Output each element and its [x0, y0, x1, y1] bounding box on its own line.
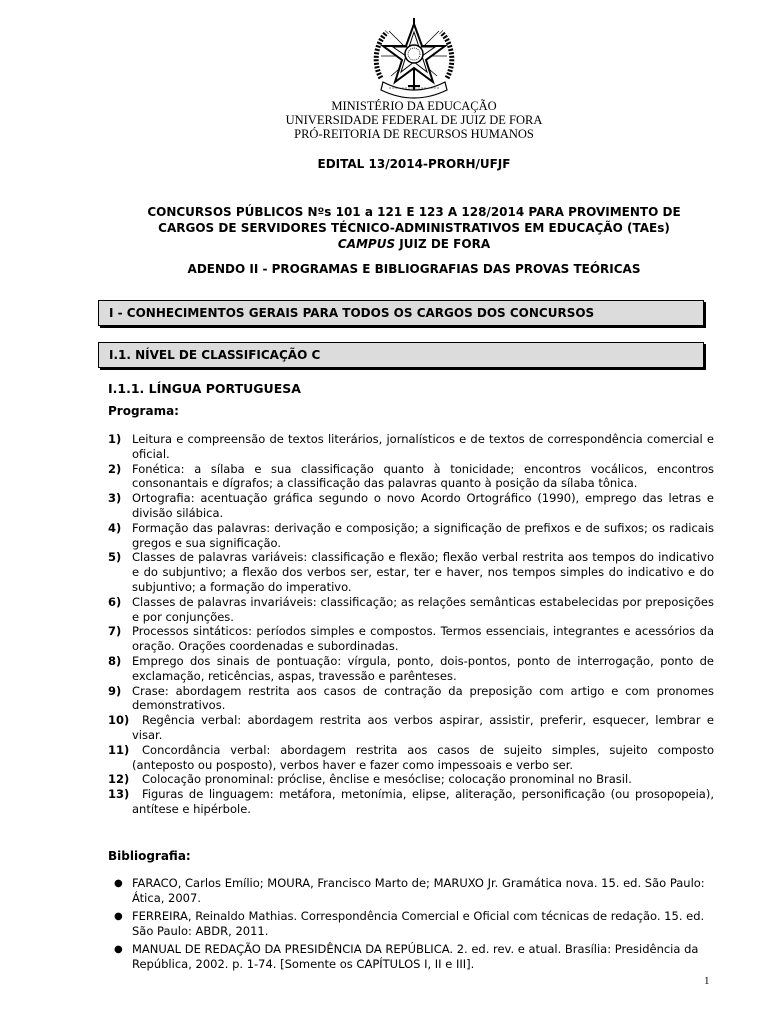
program-item-text: Classes de palavras variáveis: classificação e flexão; flexão verbal restrita aos tempos do indicativo e do subjuntivo; a flexão dos verbos ser, estar, ter e haver, nos tempos simples do indicativo e do subjuntivo; a formação do imperativo.: [132, 550, 714, 594]
program-item-number: 6): [108, 594, 122, 609]
program-item: [108, 550, 714, 594]
campus-name: JUIZ DE FORA: [395, 237, 491, 251]
program-item-number: 12): [108, 772, 130, 787]
university-name: UNIVERSIDADE FEDERAL DE JUIZ DE FORA: [285, 113, 543, 127]
program-item-text: Figuras de linguagem: metáfora, metonímia, elipse, aliteração, personificação (ou prosopopeia), antítese e hipérbole.: [132, 787, 714, 816]
program-list: [108, 432, 714, 817]
bullet-icon: ●: [114, 911, 123, 922]
program-item-number: 7): [108, 624, 122, 639]
program-item: [108, 654, 714, 684]
program-item-number: 5): [108, 550, 122, 565]
program-item-number: 13): [108, 787, 130, 802]
subject-heading: I.1.1. LÍNGUA PORTUGUESA: [108, 381, 301, 396]
bibliografia-heading: Bibliografia:: [108, 849, 191, 863]
programa-heading: Programa:: [108, 404, 179, 418]
program-item: [108, 713, 714, 743]
program-item: [108, 432, 714, 462]
program-item-text: Regência verbal: abordagem restrita aos verbos aspirar, assistir, preferir, esquecer, lembrar e visar.: [132, 713, 714, 742]
program-item: [108, 521, 714, 551]
program-item-number: 10): [108, 713, 130, 728]
program-item: [108, 787, 714, 817]
edital-title: EDITAL 13/2014-PRORH/UFJF: [317, 157, 511, 171]
program-item: [108, 684, 714, 714]
concurso-title: [100, 204, 728, 252]
bibliography-text: MANUAL DE REDAÇÃO DA PRESIDÊNCIA DA REPÚBLICA. 2. ed. rev. e atual. Brasília: Presidência da República, 2002. p. 1-74. [Somente os CAPÍTULOS I, II e III].: [132, 942, 699, 971]
bibliography-item: [108, 909, 714, 939]
program-item-text: Concordância verbal: abordagem restrita aos casos de sujeito simples, sujeito composto (anteposto ou posposto), verbos haver e fazer como impessoais e verbo ser.: [132, 742, 714, 772]
program-item-number: 2): [108, 461, 122, 476]
brazil-coat-of-arms-icon: [369, 16, 459, 100]
program-item-number: 3): [108, 491, 122, 506]
program-item: [108, 772, 714, 787]
program-item: [108, 743, 714, 773]
program-item-text: Emprego dos sinais de pontuação: vírgula, ponto, dois-pontos, ponto de interrogação, ponto de exclamação, reticências, aspas, travessão e parênteses.: [132, 653, 714, 683]
bibliography-text: FARACO, Carlos Emílio; MOURA, Francisco Marto de; MARUXO Jr. Gramática nova. 15. ed. São Paulo: Ática, 2007.: [132, 876, 705, 905]
section-heading-general-knowledge: I - CONHECIMENTOS GERAIS PARA TODOS OS CARGOS DOS CONCURSOS: [98, 300, 704, 326]
program-item-number: 8): [108, 653, 122, 668]
bibliography-text: FERREIRA, Reinaldo Mathias. Correspondência Comercial e Oficial com técnicas de redação. 15. ed. São Paulo: ABDR, 2011.: [132, 909, 705, 938]
adendo-title: ADENDO II - PROGRAMAS E BIBLIOGRAFIAS DAS PROVAS TEÓRICAS: [187, 262, 641, 276]
department-name: PRÓ-REITORIA DE RECURSOS HUMANOS: [294, 127, 534, 141]
program-item-text: Classes de palavras invariáveis: classificação; as relações semânticas estabelecidas por preposições e por conjunções.: [132, 594, 714, 624]
program-item-text: Processos sintáticos: períodos simples e compostos. Termos essenciais, integrantes e acessórios da oração. Orações coordenadas e subordinadas.: [132, 624, 714, 654]
program-item-text: Leitura e compreensão de textos literários, jornalísticos e de textos de correspondência comercial e oficial.: [132, 432, 714, 461]
concurso-line-3: [100, 236, 728, 252]
concurso-line-2: CARGOS DE SERVIDORES TÉCNICO-ADMINISTRATIVOS EM EDUCAÇÃO (TAEs): [158, 221, 670, 235]
program-item: [108, 462, 714, 492]
bibliography-list: [108, 876, 714, 975]
program-item-text: Fonética: a sílaba e sua classificação quanto à tonicidade; encontros vocálicos, encontros consonantais e dígrafos; a classificação das palavras quanto à posição da sílaba tônica.: [132, 461, 714, 491]
program-item-text: Colocação pronominal: próclise, ênclise e mesóclise; colocação pronominal no Brasil.: [142, 772, 632, 787]
bullet-icon: ●: [114, 878, 123, 889]
program-item-number: 9): [108, 683, 122, 698]
campus-italic: CAMPUS: [337, 237, 396, 251]
bullet-icon: ●: [114, 944, 123, 955]
section-heading-level-c: I.1. NÍVEL DE CLASSIFICAÇÃO C: [98, 342, 704, 368]
program-item-text: Ortografia: acentuação gráfica segundo o novo Acordo Ortográfico (1990), emprego das letras e divisão silábica.: [132, 491, 714, 520]
concurso-line-1: CONCURSOS PÚBLICOS Nºs 101 a 121 E 123 A 128/2014 PARA PROVIMENTO DE: [147, 205, 681, 219]
program-item-number: 4): [108, 520, 122, 535]
program-item-number: 1): [108, 432, 122, 446]
program-item: [108, 491, 714, 521]
program-item-text: Crase: abordagem restrita aos casos de contração da preposição com artigo e com pronomes demonstrativos.: [132, 683, 714, 713]
program-item-number: 11): [108, 742, 130, 757]
page-number: 1: [704, 975, 710, 987]
bibliography-item: [108, 876, 714, 906]
program-item-text: Formação das palavras: derivação e composição; a significação de prefixos e de sufixos; os radicais gregos e sua significação.: [132, 520, 714, 550]
bibliography-item: [108, 942, 714, 972]
program-item: [108, 595, 714, 625]
ministry-name: MINISTÉRIO DA EDUCAÇÃO: [331, 99, 497, 113]
program-item: [108, 624, 714, 654]
